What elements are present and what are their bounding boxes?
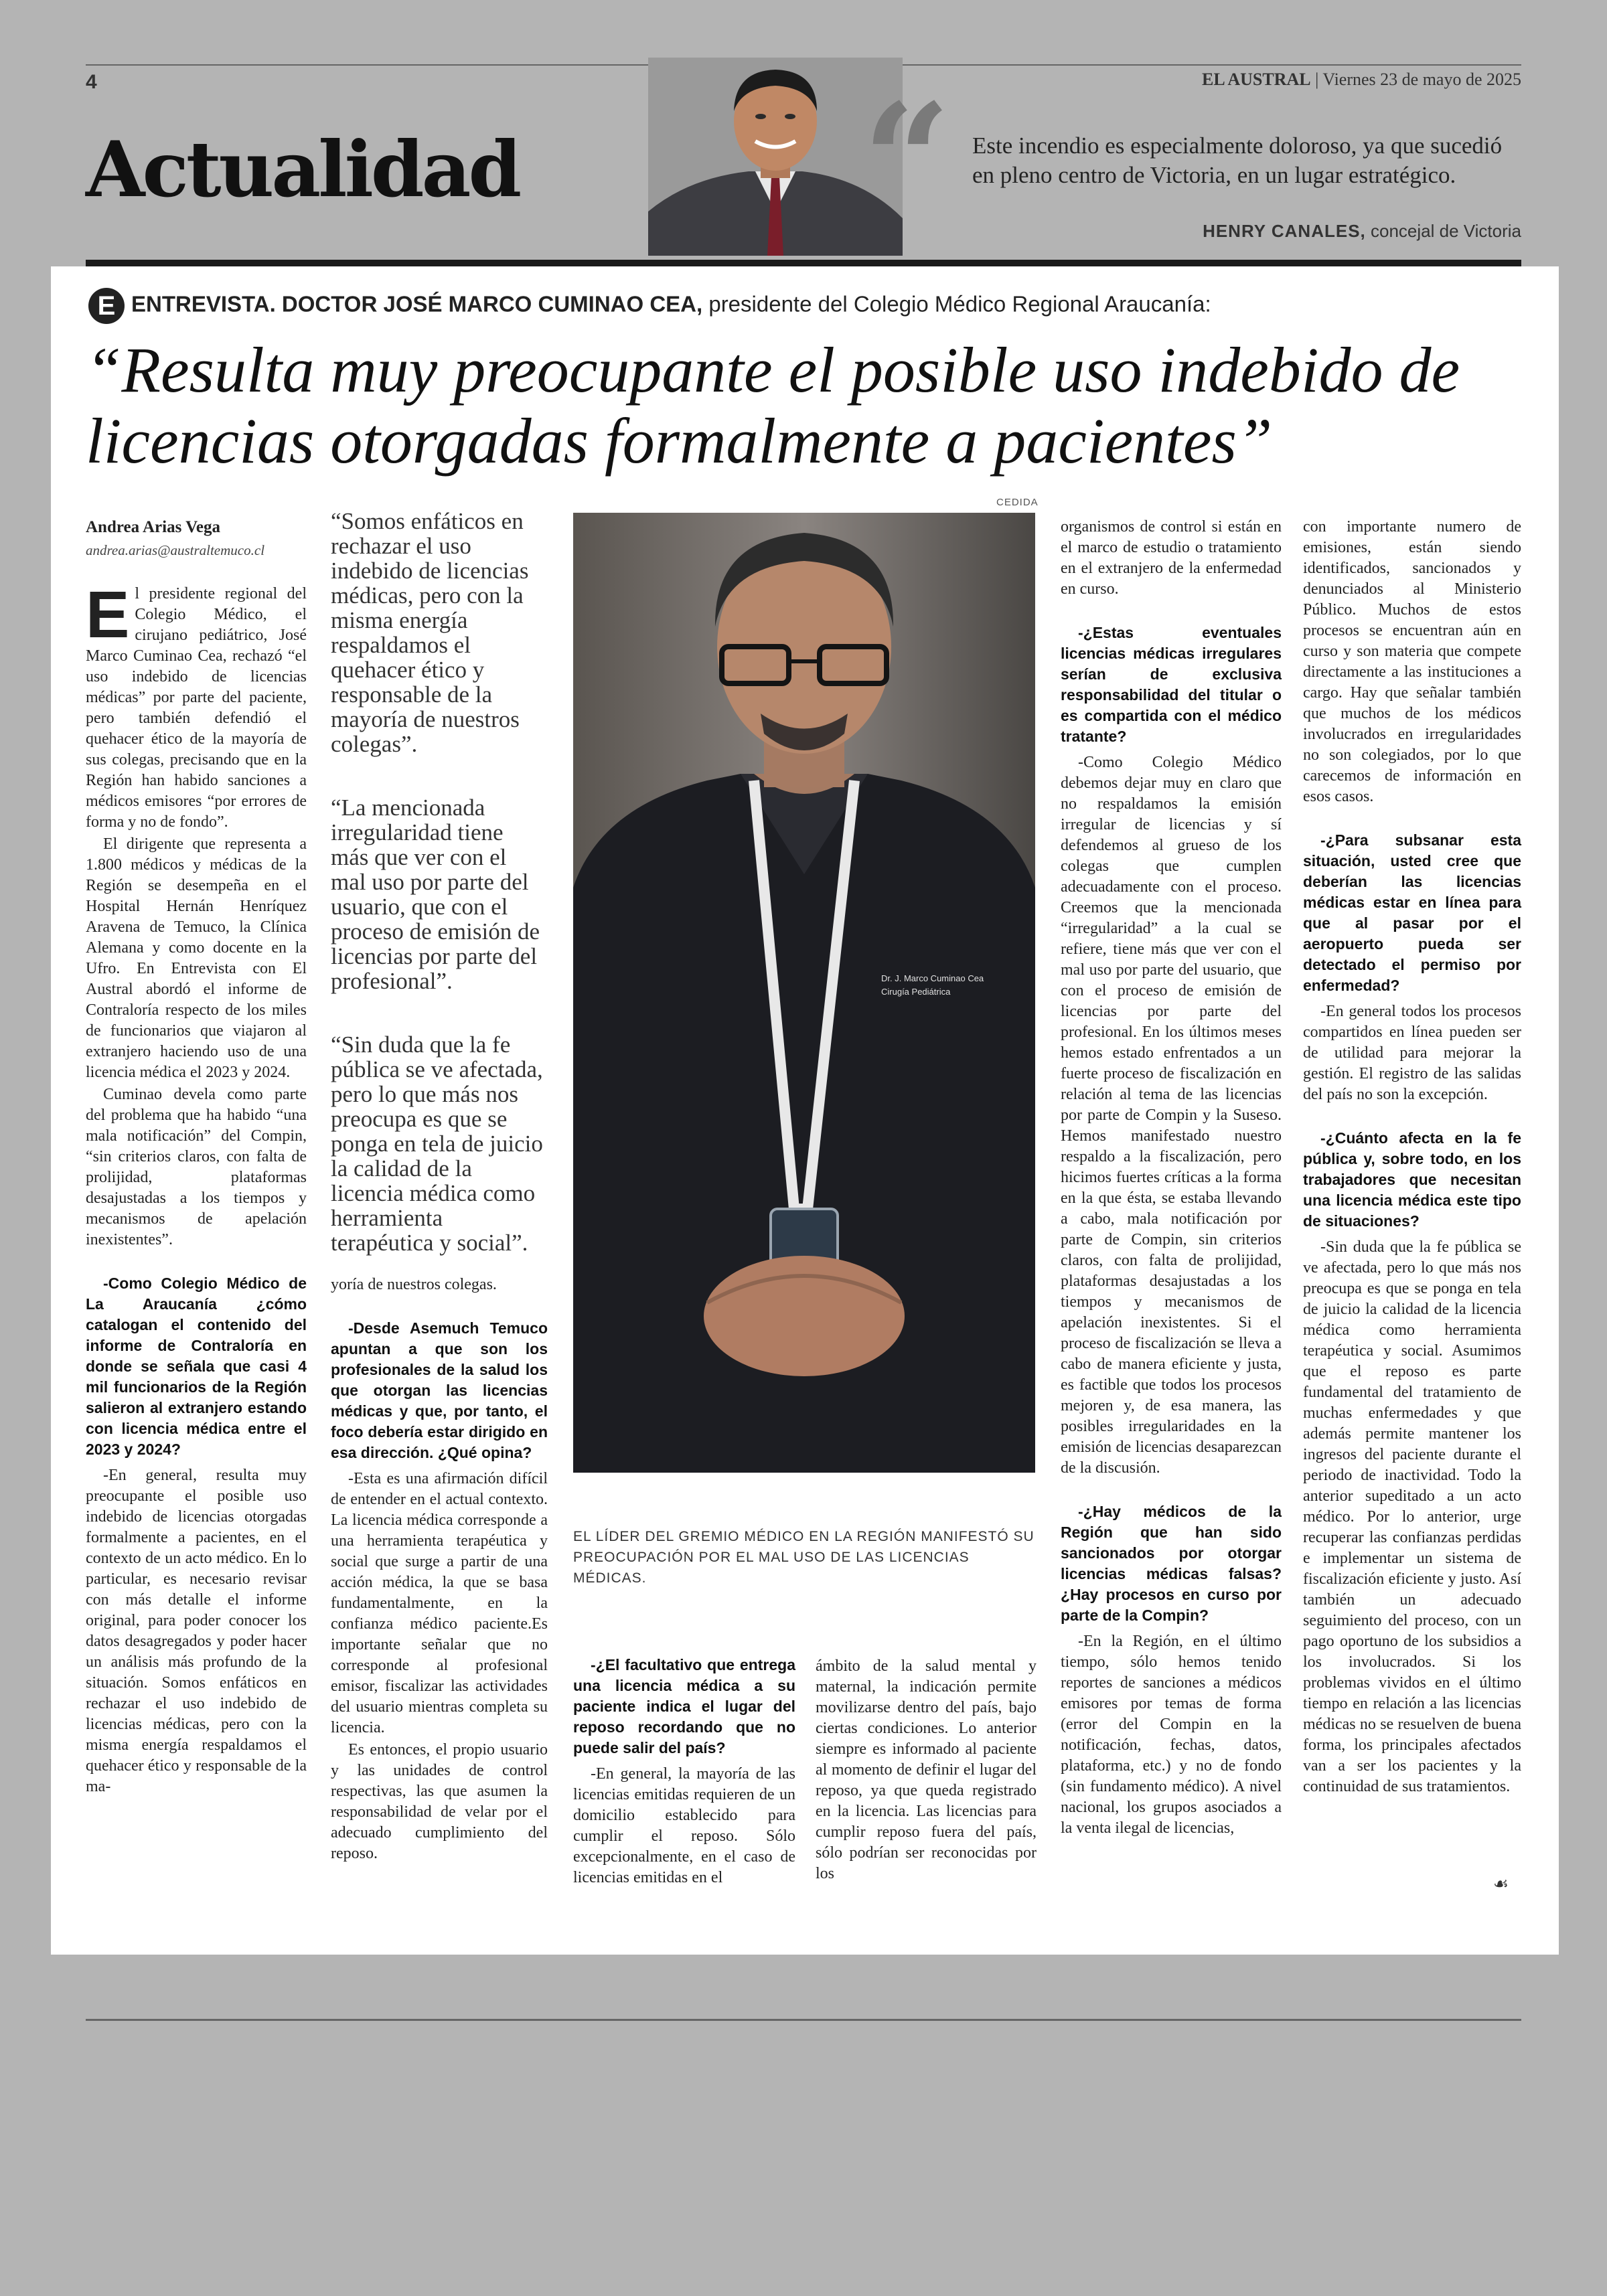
- publication-name: EL AUSTRAL: [1202, 70, 1311, 89]
- paragraph: organismos de control si están en el marco de estudio o tratamiento en el extranjero de la enfermedad en curso.: [1061, 518, 1282, 598]
- interview-question: -¿Hay médicos de la Región que han sido sancionados por otorgar licencias médicas falsas? ¿Hay procesos en curso por parte de la Compin?: [1061, 1503, 1282, 1624]
- article-headline: “Resulta muy preocupante el posible uso indebido de licencias otorgadas formalmente a pacientes”: [86, 334, 1460, 477]
- interview-answer: -En la Región, en el último tiempo, sólo hemos tenido reportes de sanciones a médicos emisores por temas de forma (error del Compin en la notificación, fechas, datos, plataforma, etc.) y no de fondo (sin fundamento médico). A nivel nacional, los grupos asociados a la venta ilegal de licencias,: [1061, 1633, 1282, 1837]
- pull-quotes: [331, 509, 546, 1294]
- interview-answer: -En general, resulta muy preocupante el posible uso indebido de licencias otorgadas formalmente a pacientes, en el contexto de un acto médico. En lo particular, es necesario revisar con más detalle el informe original, para poder conocer los datos desagregados y poder hacer un análisis más profundo de la situación. Somos enfáticos en rechazar el uso indebido de licencias médicas, pero con la misma energía respaldamos el quehacer ético y responsable de la ma-: [86, 1467, 307, 1795]
- interview-question: -¿Para subsanar esta situación, usted cree que deberían las licencias médicas estar en línea para que al pasar por el aeropuerto pueda ser detectado el permiso por enfermedad?: [1303, 831, 1521, 994]
- photo-caption: EL LÍDER DEL GREMIO MÉDICO EN LA REGIÓN MANIFESTÓ SU PREOCUPACIÓN POR EL MAL USO DE LAS LICENCIAS MÉDICAS.: [573, 1529, 1035, 1586]
- pull-quote: “Somos enfáticos en rechazar el uso indebido de licencias médicas, pero con la misma energía respaldamos el quehacer ético y responsable de la mayoría de nuestros colegas”.: [331, 508, 529, 757]
- kicker-rest: presidente del Colegio Médico Regional Araucanía:: [708, 291, 1211, 317]
- paragraph: con importante numero de emisiones, están siendo identificados, sancionados y denunciados al Ministerio Público. Muchos de estos procesos se encuentran aún en curso y son materia que compete directamente a las instituciones a cargo. Hay que señalar también que muchos de los médicos involucrados en irregularidades no son colegiados, por lo que carecemos de información en esos casos.: [1303, 518, 1521, 805]
- author-email: andrea.arias@australtemuco.cl: [86, 542, 265, 558]
- section-title: Actualidad: [86, 125, 520, 214]
- photo-credit: CEDIDA: [996, 497, 1039, 508]
- column-5: [1061, 517, 1282, 1840]
- paragraph: El dirigente que representa a 1.800 médicos y médicas de la Región se desempeña en el Hospital Hernán Henríquez Aravena de Temuco, la Clínica Alemana y como docente en la Ufro. En Entrevista con El Austral abordó el informe de Contraloría respecto de los miles de funcionarios que viajaron al extranjero haciendo uso de una licencia médica el 2023 y 2024.: [86, 835, 307, 1081]
- column-2: [331, 1275, 548, 1866]
- interview-question: -¿El facultativo que entrega una licencia médica a su paciente indica el lugar del reposo recordando que no puede salir del país?: [573, 1656, 795, 1756]
- interview-answer: -En general, la mayoría de las licencias emitidas requieren de un domicilio establecido para cumplir el reposo. Sólo excepcionalmente, en el caso de licencias emitidas en el: [573, 1765, 795, 1886]
- pull-quote: “La mencionada irregularidad tiene más que ver con el mal uso por parte del usuario, que con el proceso de emisión de licencias por parte del profesional”.: [331, 795, 540, 994]
- scrubs-badge-text: Cirugía Pediátrica: [881, 987, 951, 997]
- byline: Andrea Arias Vega: [86, 518, 220, 536]
- interview-answer: -Esta es una afirmación difícil de entender en el actual contexto. La licencia médica corresponde a una herramienta terapéutica y social que surge a partir de una acción médica, la que se basa fundamentalmente, en la confianza médico paciente.Es importante señalar que no corresponde al profesional emisor, fiscalizar las actividades del usuario mientras completa su licencia.: [331, 1470, 548, 1736]
- paragraph: Es entonces, el propio usuario y las unidades de control respectivas, las que asumen la responsabilidad de velar por el adecuado cumplimiento del reposo.: [331, 1741, 548, 1862]
- scrubs-badge-text: Dr. J. Marco Cuminao Cea: [881, 973, 984, 983]
- bottom-rule: [86, 2019, 1521, 2021]
- end-of-article-icon: ☙: [1493, 1874, 1509, 1894]
- paragraph: yoría de nuestros colegas.: [331, 1276, 497, 1293]
- paragraph: Cuminao devela como parte del problema que ha habido “una mala notificación” del Compin, “sin criterios claros, con falta de prolijidad, plataformas desajustadas a los tiempos y mecanismos de apelación inexistentes”.: [86, 1086, 307, 1248]
- interview-question: -¿Cuánto afecta en la fe pública y, sobre todo, en los trabajadores que necesitan una licencia médica este tipo de situaciones?: [1303, 1129, 1521, 1230]
- column-4: [816, 1656, 1037, 1886]
- issue-date: | Viernes 23 de mayo de 2025: [1315, 70, 1521, 89]
- interviewee-photo: [573, 513, 1035, 1473]
- interview-question: -Desde Asemuch Temuco apuntan a que son los profesionales de la salud los que otorgan las licencias médicas y que, por tanto, el foco debería estar dirigido en esa dirección. ¿Qué opina?: [331, 1319, 548, 1461]
- interview-question: -¿Estas eventuales licencias médicas irregulares serían de exclusiva responsabilidad del titular o es compartida con el médico tratante?: [1061, 624, 1282, 745]
- interview-answer: -Como Colegio Médico debemos dejar muy en claro que no respaldamos la emisión irregular de licencias y sí defendemos al grueso de los colegas que cumplen adecuadamente con el proceso. Creemos que la mencionada “irregularidad” a la cual se refiere, tiene más que ver con el mal uso por parte del usuario, que con el proceso de emisión de licencias por parte del profesional. En los últimos meses hemos estado enfrentados a un fuerte proceso de fiscalización en relación al tema de las licencias por parte de Compin y la Suseso. Hemos manifestado nuestro respaldo a la fiscalización, pero hicimos fuertes críticas a la forma en la que ésta, se estaba llevando a cabo, mala notificación por parte de Compin, sin criterios claros, con falta de prolijidad, plataformas desajustadas a los tiempos y mecanismos de apelación inexistentes. Si el proceso de fiscalización se lleva a cabo de manera eficiente y justa, es factible que todos los procesos mejoren y, de esa manera, las posibles irregularidades en la emisión de licencias desaparezcan de la discusión.: [1061, 754, 1282, 1477]
- interview-answer: -En general todos los procesos compartidos en línea pueden ser de utilidad para mejorar la gestión. El registro de las salidas del país no son la excepción.: [1303, 1003, 1521, 1103]
- masthead: [1202, 70, 1521, 90]
- kicker-label: ENTREVISTA. DOCTOR JOSÉ MARCO CUMINAO CEA,: [131, 291, 703, 317]
- interview-question: -Como Colegio Médico de La Araucanía ¿cómo catalogan el contenido del informe de Contraloría en donde se señala que casi 4 mil funcionarios de la Región salieron al extranjero estando con licencia médica entre el 2023 y 2024?: [86, 1275, 307, 1458]
- column-6: [1303, 517, 1521, 1799]
- quote-credit: [1203, 221, 1521, 242]
- section-divider: [86, 260, 1521, 266]
- quote-author-name: HENRY CANALES,: [1203, 221, 1366, 241]
- quote-author-role: concejal de Victoria: [1371, 221, 1521, 241]
- interview-badge: E: [88, 288, 125, 324]
- page-number: 4: [86, 71, 97, 93]
- pull-quote: “Sin duda que la fe pública se ve afectada, pero lo que más nos preocupa es que se ponga en tela de juicio la calidad de la licencia médica como herramienta terapéutica y social”.: [331, 1032, 543, 1256]
- lead-text: l presidente regional del Colegio Médico, el cirujano pediátrico, José Marco Cuminao Cea, rechazó “el uso indebido de licencias médicas” por parte del paciente, pero también defendió el quehacer ético de la mayoría de sus colegas, precisando que en la Región han habido sanciones a médicos emisores “por errores de forma y no de fondo”.: [86, 585, 307, 831]
- column-3: [573, 1633, 795, 1890]
- lead-paragraph: [86, 578, 307, 833]
- interview-answer: -Sin duda que la fe pública se ve afectada, pero lo que más nos preocupa es que se ponga en tela de juicio la calidad de la licencia médica como herramienta terapéutica y social. Asumimos que el reposo es parte fundamental del tratamiento de muchas enfermedades y que además permite mantener los ingresos del paciente durante el periodo de inactividad. Todo la anterior supeditado a un acto médico. Por lo anterior, urge recuperar las confianzas perdidas e implementar un sistema de fiscalización eficiente y justo. Así también un adecuado seguimiento del proceso, con un pago oportuno de los subsidios a los involucrados. Si los problemas vividos en el último tiempo en relación a las licencias médicas no se resuelven de buena forma, los principales afectados van a ser los pacientes y la continuidad de sus tratamientos.: [1303, 1238, 1521, 1795]
- drop-cap: E: [86, 578, 130, 651]
- article-kicker: [88, 288, 1211, 324]
- column-1: [86, 578, 307, 1799]
- quote-mark-icon: “: [862, 70, 951, 251]
- paragraph: ámbito de la salud mental y maternal, la indicación permite movilizarse dentro del país, bajo ciertas condiciones. Lo anterior siempre es informado al paciente al momento de definir el lugar del reposo, ya que queda registrado en la licencia. Las licencias para cumplir reposo fuera del país, sólo podrían ser reconocidas por los: [816, 1657, 1037, 1882]
- header-quote: Este incendio es especialmente doloroso, ya que sucedió en pleno centro de Victoria, en un lugar estratégico.: [972, 133, 1503, 188]
